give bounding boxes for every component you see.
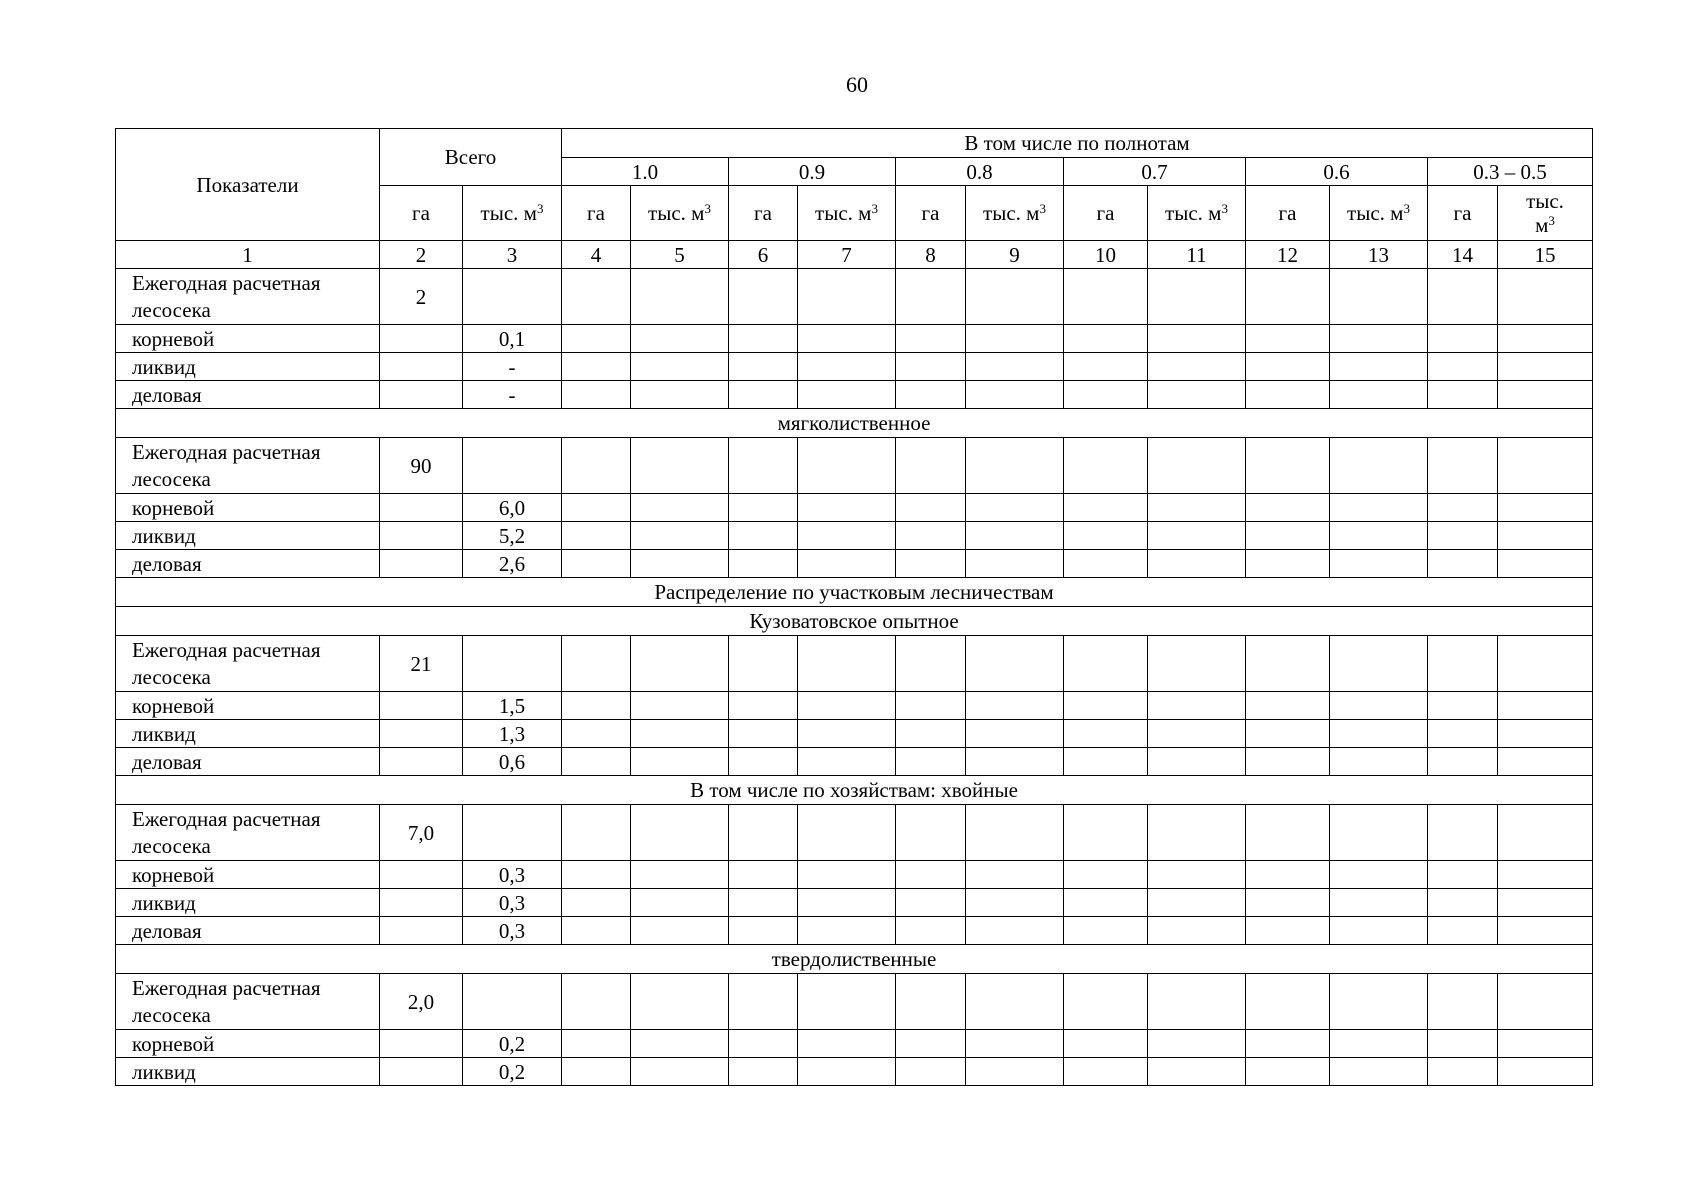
table-row	[116, 917, 1593, 945]
row-label-liquid: ликвид	[116, 1058, 380, 1086]
row-label-annual-cut: Ежегодная расчетная лесосека	[116, 269, 380, 325]
table-row	[116, 1030, 1593, 1058]
column-number: 6	[729, 241, 798, 269]
unit-ha: га	[380, 186, 463, 241]
row-label-liquid: ликвид	[116, 889, 380, 917]
table-row	[116, 494, 1593, 522]
section-heading-row	[116, 776, 1593, 805]
header-total: Всего	[380, 129, 562, 186]
cell-total-ha: 7,0	[380, 805, 463, 861]
row-label-liquid: ликвид	[116, 720, 380, 748]
section-title: мягколиственное	[116, 409, 1593, 438]
unit-thous-m3-wrapped: тыс. $м^3$	[1498, 186, 1593, 241]
table-row	[116, 720, 1593, 748]
column-number: 13	[1330, 241, 1428, 269]
unit-thous-m3: тыс. $м^3$	[1148, 186, 1246, 241]
cell-total-volume: 0,3	[463, 917, 562, 945]
row-label-root: корневой	[116, 1030, 380, 1058]
cell-total-volume: 0,3	[463, 889, 562, 917]
unit-thous-m3: тыс. $м^3$	[631, 186, 729, 241]
cell-total-ha: 2	[380, 269, 463, 325]
row-label-business: деловая	[116, 748, 380, 776]
section-heading-row	[116, 945, 1593, 974]
section-heading-row	[116, 578, 1593, 607]
header-column-numbers	[116, 241, 1593, 269]
table-row	[116, 269, 1593, 325]
table-row	[116, 381, 1593, 409]
column-number: 14	[1428, 241, 1498, 269]
column-number: 11	[1148, 241, 1246, 269]
table-row	[116, 1058, 1593, 1086]
unit-thous-m3: тыс. $м^3$	[798, 186, 896, 241]
header-density-0-9: 0.9	[729, 158, 896, 186]
table-row	[116, 522, 1593, 550]
section-title: Распределение по участковым лесничествам	[116, 578, 1593, 607]
row-label-liquid: ликвид	[116, 353, 380, 381]
header-density-0-8: 0.8	[896, 158, 1064, 186]
unit-ha: га	[896, 186, 966, 241]
row-label-business: деловая	[116, 550, 380, 578]
header-row-1	[116, 129, 1593, 158]
page-number: 60	[846, 72, 868, 97]
row-label-annual-cut: Ежегодная расчетная лесосека	[116, 438, 380, 494]
table-row	[116, 889, 1593, 917]
table-row	[116, 974, 1593, 1030]
row-label-root: корневой	[116, 325, 380, 353]
section-heading-row	[116, 409, 1593, 438]
row-label-business: деловая	[116, 381, 380, 409]
column-number: 3	[463, 241, 562, 269]
header-density-0-6: 0.6	[1246, 158, 1428, 186]
row-label-annual-cut: Ежегодная расчетная лесосека	[116, 636, 380, 692]
cell-total-volume: 0,3	[463, 861, 562, 889]
header-indicators: Показатели	[116, 129, 380, 241]
unit-thous-m3: тыс. $м^3$	[463, 186, 562, 241]
timber-harvest-table	[115, 128, 1593, 1086]
cell-total-volume: 0,2	[463, 1030, 562, 1058]
cell-total-volume: 5,2	[463, 522, 562, 550]
table-row	[116, 438, 1593, 494]
cell-total-volume: 1,5	[463, 692, 562, 720]
row-label-annual-cut: Ежегодная расчетная лесосека	[116, 974, 380, 1030]
unit-ha: га	[1064, 186, 1148, 241]
table-row	[116, 636, 1593, 692]
cell-total-volume: 0,1	[463, 325, 562, 353]
column-number: 5	[631, 241, 729, 269]
cell-total-volume: -	[463, 353, 562, 381]
row-label-liquid: ликвид	[116, 522, 380, 550]
cell-total-volume: -	[463, 381, 562, 409]
column-number: 4	[562, 241, 631, 269]
cell-total-volume: 2,6	[463, 550, 562, 578]
table-row	[116, 805, 1593, 861]
table-row	[116, 325, 1593, 353]
unit-ha: га	[1246, 186, 1330, 241]
column-number: 8	[896, 241, 966, 269]
column-number: 7	[798, 241, 896, 269]
row-label-root: корневой	[116, 861, 380, 889]
cell-total-volume: 0,2	[463, 1058, 562, 1086]
unit-thous-m3: тыс. $м^3$	[966, 186, 1064, 241]
row-label-annual-cut: Ежегодная расчетная лесосека	[116, 805, 380, 861]
unit-thous-m3: тыс. $м^3$	[1330, 186, 1428, 241]
unit-ha: га	[1428, 186, 1498, 241]
table-row	[116, 353, 1593, 381]
header-density-1-0: 1.0	[562, 158, 729, 186]
section-subtitle: Кузоватовское опытное	[116, 607, 1593, 636]
header-density-0-3-0-5: 0.3 – 0.5	[1428, 158, 1593, 186]
section-title: твердолиственные	[116, 945, 1593, 974]
column-number: 2	[380, 241, 463, 269]
row-label-business: деловая	[116, 917, 380, 945]
column-number: 12	[1246, 241, 1330, 269]
section-subheading-row	[116, 607, 1593, 636]
unit-ha: га	[729, 186, 798, 241]
header-density-0-7: 0.7	[1064, 158, 1246, 186]
column-number: 10	[1064, 241, 1148, 269]
column-number: 15	[1498, 241, 1593, 269]
header-including-by-density: В том числе по полнотам	[562, 129, 1593, 158]
row-label-root: корневой	[116, 494, 380, 522]
cell-total-volume: 0,6	[463, 748, 562, 776]
cell-total-ha: 21	[380, 636, 463, 692]
cell-total-ha: 90	[380, 438, 463, 494]
table-row	[116, 692, 1593, 720]
cell-total-volume: 6,0	[463, 494, 562, 522]
section-title: В том числе по хозяйствам: хвойные	[116, 776, 1593, 805]
table-row	[116, 748, 1593, 776]
table-row	[116, 861, 1593, 889]
table-row	[116, 550, 1593, 578]
unit-ha: га	[562, 186, 631, 241]
cell-total-volume: 1,3	[463, 720, 562, 748]
cell-total-ha: 2,0	[380, 974, 463, 1030]
column-number: 9	[966, 241, 1064, 269]
column-number: 1	[116, 241, 380, 269]
row-label-root: корневой	[116, 692, 380, 720]
